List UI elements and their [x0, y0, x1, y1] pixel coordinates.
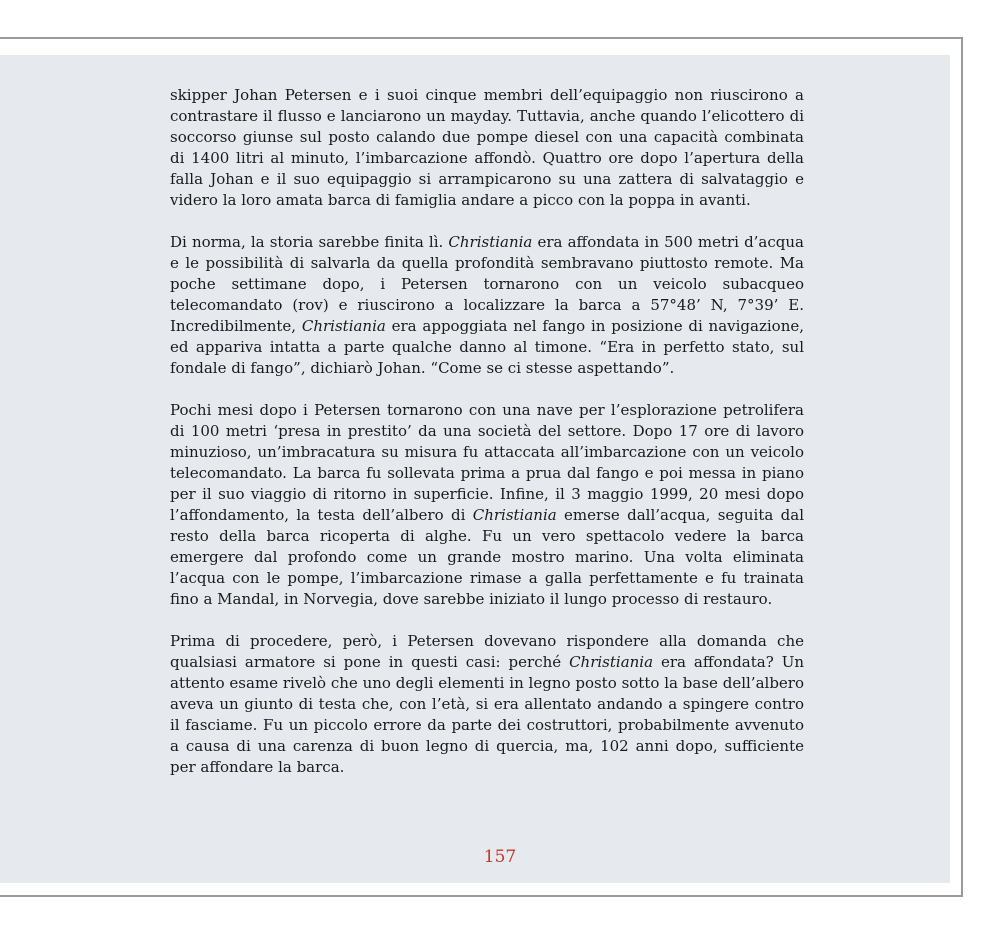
text-run: emerse dall’acqua, seguita dal resto della barca ricoperta di alghe. Fu un vero spettacolo vedere la barca emergere dal profondo come un grande mostro marino. Una volta eliminata l’acqua con le pompe, l’imbarcazione rimase a galla perfettamente e fu trainata fino a Mandal, in Norvegia, dove sarebbe iniziato il lungo processo di restauro. [170, 506, 804, 608]
paragraph [170, 400, 804, 610]
text-run: era affondata? Un attento esame rivelò che uno degli elementi in legno posto sotto la base dell’albero aveva un giunto di testa che, con l’età, si era allentato andando a spingere contro il fasciame. Fu un piccolo errore da parte dei costruttori, probabilmente avvenuto a causa di una carenza di buon legno di quercia, ma, 102 anni dopo, sufficiente per affondare la barca. [170, 653, 804, 776]
text-run: era appoggiata nel fango in posizione di navigazione, ed appariva intatta a parte qualche danno al timone. “Era in perfetto stato, sul fondale di fango”, dichiarò Johan. “Come se ci stesse aspettando”. [170, 317, 805, 377]
text-run: era affondata in 500 metri d’acqua e le possibilità di salvarla da quella profondità sembravano piuttosto remote. Ma poche settimane dopo, i Petersen tornarono con un veicolo subacqueo telecomandato (rov) e riuscirono a localizzare la barca a 57°48’ N, 7°39’ E. Incredibilmente, [170, 233, 804, 335]
italic-title: Christiania [301, 317, 386, 335]
text-run: Di norma, la storia sarebbe finita lì. [170, 233, 449, 251]
paragraph [170, 85, 804, 211]
text-run: skipper Johan Petersen e i suoi cinque membri dell’equipaggio non riuscirono a contrastare il flusso e lanciarono un mayday. Tuttavia, anche quando l’elicottero di soccorso giunse sul posto calando due pompe diesel con una capacità combinata di 1400 litri al minuto, l’imbarcazione affondò. Quattro ore dopo l’apertura della falla Johan e il suo equipaggio si arrampicarono su una zattera di salvataggio e videro la loro amata barca di famiglia andare a picco con la poppa in avanti. [170, 86, 804, 209]
text-run: Prima di procedere, però, i Petersen dovevano rispondere alla domanda che qualsiasi armatore si pone in questi casi: perché [170, 632, 804, 671]
text-run: Pochi mesi dopo i Petersen tornarono con una nave per l’esplorazione petrolifera di 100 metri ‘presa in prestito’ da una società del settore. Dopo 17 ore di lavoro minuzioso, un’imbracatura su misura fu attaccata all’imbarcazione con un veicolo telecomandato. La barca fu sollevata prima a prua dal fango e poi messa in piano per il suo viaggio di ritorno in superficie. Infine, il 3 maggio 1999, 20 mesi dopo l’affondamento, la testa dell’albero di [170, 401, 804, 524]
italic-title: Christiania [448, 233, 533, 251]
body-text [170, 85, 804, 799]
paragraph [170, 631, 804, 778]
page-number: 157 [483, 847, 517, 867]
italic-title: Christiania [569, 653, 654, 671]
italic-title: Christiania [472, 506, 557, 524]
paragraph [170, 232, 804, 379]
